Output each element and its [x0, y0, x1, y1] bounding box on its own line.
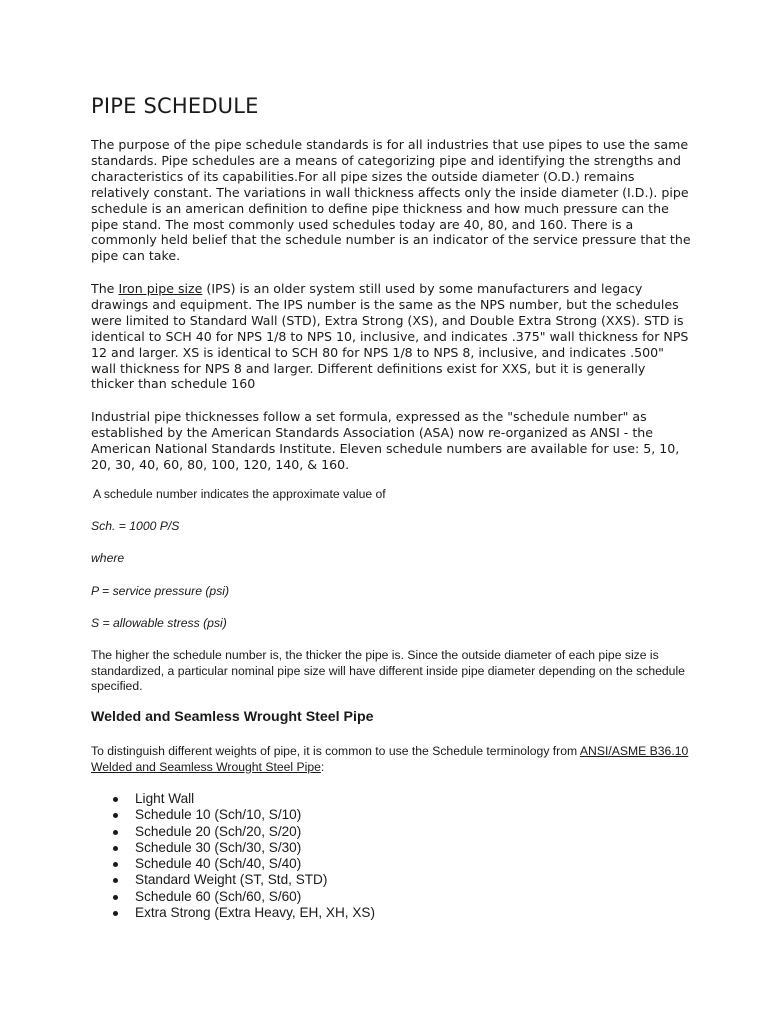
bullet-icon	[113, 862, 118, 867]
formula-intro: A schedule number indicates the approximate value of	[93, 487, 386, 501]
list-item	[91, 889, 375, 905]
list-item-label: Schedule 10 (Sch/10, S/10)	[135, 807, 302, 823]
terminology-paragraph	[91, 744, 691, 775]
list-item-label: Light Wall	[135, 791, 195, 806]
schedule-formula: Sch. = 1000 P/S	[91, 519, 180, 533]
list-item-label: Standard Weight (ST, Std, STD)	[135, 872, 328, 888]
list-item-label: Schedule 60 (Sch/60, S/60)	[135, 888, 302, 904]
ansi-asme-link[interactable]: ANSI/ASME B36.10 Welded and Seamless Wrought Steel Pipe	[91, 744, 689, 774]
list-item	[91, 840, 375, 856]
list-item	[91, 824, 375, 840]
intro-paragraph: The purpose of the pipe schedule standards is for all industries that use pipes to use the same standards. Pipe schedules are a means of categorizing pipe and identifying the strengths and characteristics of its capabilities.For all pipe sizes the outside diameter (O.D.) remains relatively constant. The variations in wall thickness affects only the inside diameter (I.D.). pipe schedule is an american definition to define pipe thickness and how much pressure can the pipe stand. The most commonly used schedules today are 40, 80, and 160. There is a commonly held belief that the schedule number is an indicator of the service pressure that the pipe can take.	[91, 137, 691, 264]
terminology-suffix: :	[320, 759, 325, 774]
bullet-icon	[113, 797, 118, 802]
iron-pipe-size-link[interactable]: Iron pipe size	[118, 281, 203, 296]
bullet-icon	[113, 813, 118, 818]
list-item-label: Schedule 20 (Sch/20, S/20)	[135, 823, 302, 839]
bullet-icon	[113, 911, 118, 916]
pressure-definition: P = service pressure (psi)	[91, 584, 230, 598]
ips-paragraph	[91, 281, 691, 392]
bullet-icon	[113, 895, 118, 900]
bullet-icon	[113, 830, 118, 835]
ips-paragraph-text: (IPS) is an older system still used by some manufacturers and legacy drawings and equipment. The IPS number is the same as the NPS number, but the schedules were limited to Standard Wall (STD), Extra Strong (XS), and Double Extra Strong (XXS). STD is identical to SCH 40 for NPS 1/8 to NPS 10, inclusive, and indicates .375" wall thickness for NPS 12 and larger. XS is identical to SCH 80 for NPS 1/8 to NPS 8, inclusive, and indicates .500" wall thickness for NPS 8 and larger. Different definitions exist for XXS, but it is generally thicker than schedule 160	[91, 281, 689, 392]
formula-where: where	[91, 551, 125, 565]
schedule-list	[91, 791, 375, 921]
list-item	[91, 872, 375, 888]
schedule-number-paragraph: Industrial pipe thicknesses follow a set formula, expressed as the "schedule number" as established by the American Standards Association (ASA) now re-organized as ANSI - the American National Standards Institute. Eleven schedule numbers are available for use: 5, 10, 20, 30, 40, 60, 80, 100, 120, 140, & 160.	[91, 409, 680, 472]
stress-definition: S = allowable stress (psi)	[91, 616, 227, 630]
section-heading: Welded and Seamless Wrought Steel Pipe	[91, 709, 374, 725]
terminology-prefix: To distinguish different weights of pipe, it is common to use the Schedule terminology from	[91, 744, 580, 758]
list-item-label: Schedule 30 (Sch/30, S/30)	[135, 839, 302, 855]
list-item	[91, 856, 375, 872]
list-item	[91, 791, 375, 807]
page-title: PIPE SCHEDULE	[91, 94, 259, 118]
list-item-label: Extra Strong (Extra Heavy, EH, XH, XS)	[135, 905, 375, 921]
thickness-paragraph: The higher the schedule number is, the thicker the pipe is. Since the outside diameter of each pipe size is standardized, a particular nominal pipe size will have different inside pipe diameter depending on the schedule specified.	[91, 648, 685, 693]
list-item	[91, 905, 375, 921]
list-item-label: Schedule 40 (Sch/40, S/40)	[135, 856, 302, 872]
bullet-icon	[113, 878, 118, 883]
ips-paragraph-prefix: The	[91, 281, 119, 296]
bullet-icon	[113, 846, 118, 851]
list-item	[91, 807, 375, 823]
